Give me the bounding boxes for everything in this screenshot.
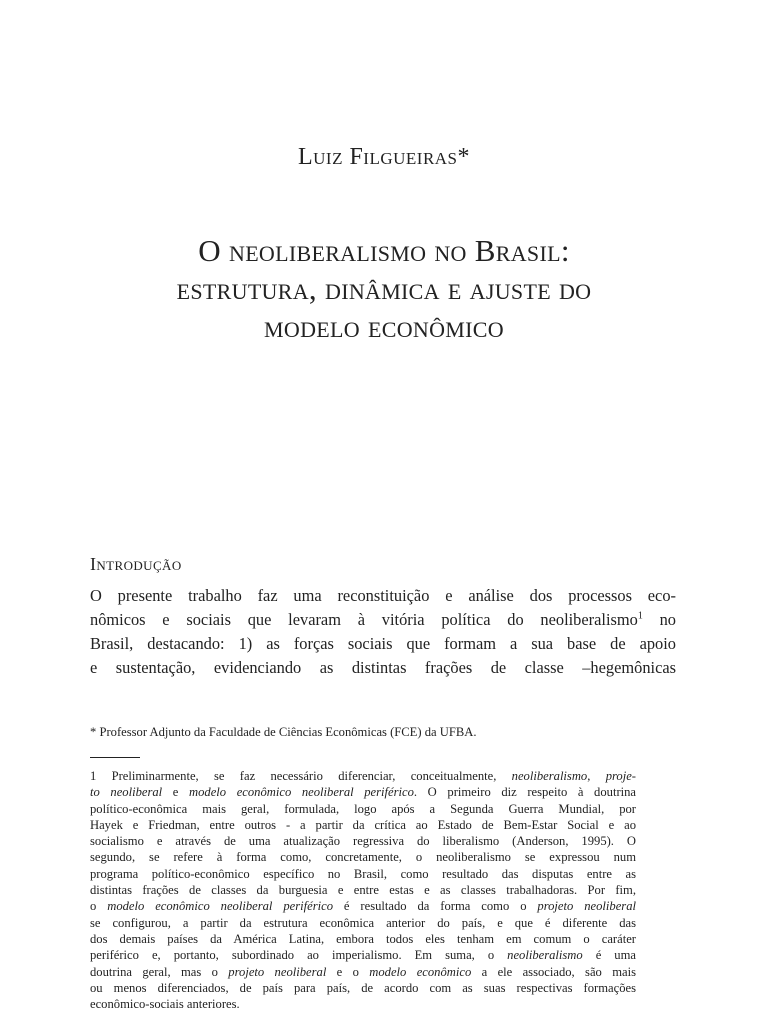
footnote-italic: projeto neoliberal: [228, 964, 327, 979]
footnote-italic: modelo econômico neoliberal periférico: [107, 899, 334, 914]
title-line-1: O neoliberalismo no Brasil:: [198, 233, 570, 268]
footnote-line: socialismo e através de uma atualização regressiva do liberalismo (Anderson, 1995). O: [90, 834, 636, 849]
footnote-text: é resultado da forma como o: [333, 899, 538, 914]
footnote-italic: neoliberalismo: [507, 948, 583, 963]
footnote-line: político-econômica mais geral, formulada, logo após a Segunda Guerra Mundial, por: [90, 801, 636, 816]
footnote-italic: modelo econômico: [369, 964, 472, 979]
footnote-line: ou menos diferenciados, de país para país, de acordo com as suas respectivas formações: [90, 980, 636, 995]
footnote-line: Hayek e Friedman, entre outros - a partir da crítica ao Estado de Bem-Estar Social e ao: [90, 817, 636, 832]
footnote-line: [90, 964, 636, 980]
author-footnote: * Professor Adjunto da Faculdade de Ciências Econômicas (FCE) da UFBA.: [90, 725, 477, 739]
footnote-italic: proje-: [605, 769, 636, 783]
footnote-line: se configurou, a partir da estrutura econômica anterior do país, e que é diferente das: [90, 915, 636, 930]
footnote-text: 1 Preliminarmente, se faz necessário diferenciar, conceitualmente,: [90, 769, 512, 783]
footnote-italic: modelo econômico neoliberal periférico: [189, 785, 414, 800]
footnote-text: periférico e, portanto, subordinado ao imperialismo. Em suma, o: [90, 948, 508, 963]
footnote-line: [90, 898, 636, 914]
footnote-italic: to neoliberal: [90, 785, 163, 800]
body-paragraph: [90, 584, 676, 680]
body-line: e sustentação, evidenciando as distintas frações de classe –hegemônicas: [90, 658, 676, 677]
title-line-2: estrutura, dinâmica e ajuste do: [176, 271, 592, 306]
body-line: Brasil, destacando: 1) as forças sociais que formam a sua base de apoio: [90, 634, 676, 653]
footnote-line: [90, 947, 636, 963]
footnote-italic: neoliberalismo: [511, 769, 588, 783]
title-line-3: modelo econômico: [264, 309, 504, 344]
footnote-text: o: [90, 899, 108, 914]
body-line: O presente trabalho faz uma reconstituição e análise dos processos eco-: [90, 586, 676, 605]
article-title: [0, 232, 768, 346]
footnote-text: é uma: [582, 948, 636, 963]
footnote-text: doutrina geral, mas o: [90, 964, 229, 979]
footnote-divider: [90, 757, 140, 758]
body-line-tail: no: [642, 610, 676, 629]
footnote-italic: projeto neoliberal: [537, 899, 636, 914]
footnote-text: a ele associado, são mais: [471, 964, 636, 979]
footnote-text: e o: [326, 964, 370, 979]
footnote-line: [90, 784, 636, 800]
footnote-text: ,: [587, 769, 606, 783]
footnote-text: e: [162, 785, 190, 800]
author-name: Luiz Filgueiras*: [297, 144, 471, 170]
footnote-line: segundo, se refere à forma como, concretamente, o neoliberalismo se expressou num: [90, 850, 636, 865]
footnote-reference[interactable]: 1: [637, 610, 643, 622]
footnote-line: programa político-econômico específico no Brasil, como resultado das disputas entre as: [90, 866, 636, 881]
footnote-text: . O primeiro diz respeito à doutrina: [413, 785, 637, 800]
footnote-1: [90, 768, 636, 1012]
section-heading: Introdução: [90, 554, 182, 574]
footnote-line: econômico-sociais anteriores.: [90, 997, 240, 1012]
footnote-line: dos demais países da América Latina, embora todos eles tenham em comum o caráter: [90, 931, 636, 946]
body-line-text: nômicos e sociais que levaram à vitória política do neoliberalismo: [90, 610, 638, 629]
body-line: [90, 608, 676, 632]
footnote-line: [90, 768, 636, 784]
footnote-line: distintas frações de classes da burguesia e entre estas e as classes trabalhadoras. Por fim,: [90, 883, 636, 898]
